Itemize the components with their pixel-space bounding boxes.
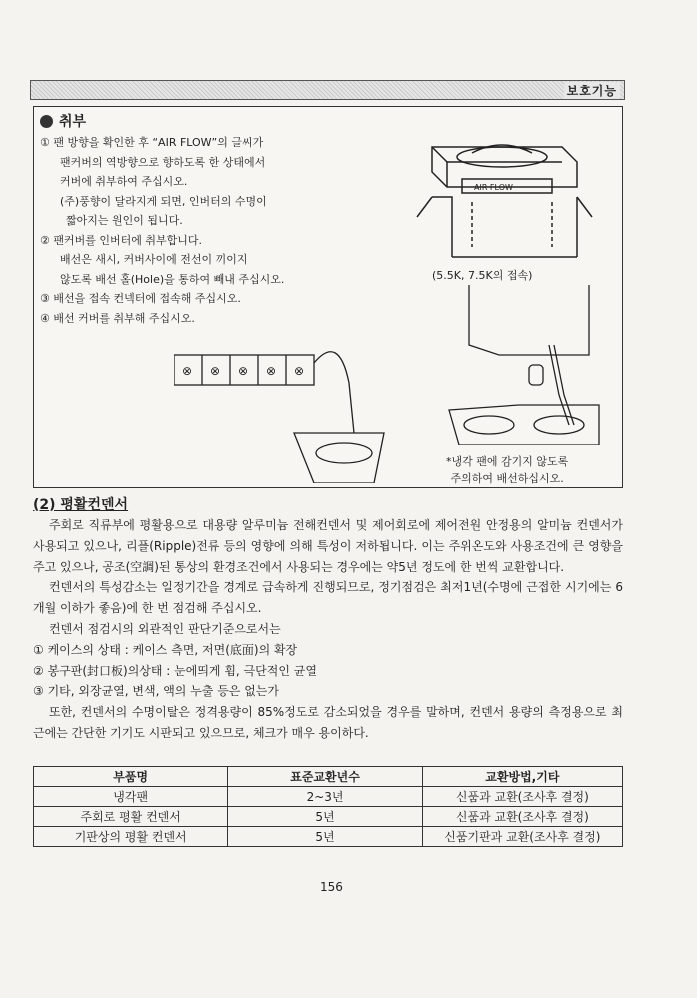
step-line: 팬커버의 역방향으로 향하도록 한 상태에서 bbox=[60, 155, 266, 169]
svg-text:⊗: ⊗ bbox=[182, 364, 193, 378]
wiring-diagram bbox=[429, 285, 609, 445]
install-box bbox=[33, 106, 623, 488]
fan-cover-diagram bbox=[412, 117, 602, 265]
step-line: 않도록 배선 홀(Hole)을 통하여 빼내 주십시오. bbox=[60, 272, 285, 286]
table-cell: 5년 bbox=[228, 807, 422, 827]
svg-text:⊗: ⊗ bbox=[266, 364, 277, 378]
step-line: (주)풍향이 달라지게 되면, 인버터의 수명이 bbox=[60, 194, 267, 208]
list-item: ② 봉구판(封口板)의상태 : 눈에띄게 휨, 극단적인 균열 bbox=[33, 663, 317, 678]
section2-body bbox=[33, 515, 623, 744]
list-item: ③ 기타, 외장균열, 변색, 액의 누출 등은 없는가 bbox=[33, 684, 279, 699]
step-line: 배선은 새시, 커버사이에 전선이 끼이지 bbox=[60, 253, 248, 266]
install-steps bbox=[40, 133, 284, 328]
connector-diagram bbox=[174, 343, 394, 483]
table-cell: 신품과 교환(조사후 결정) bbox=[422, 787, 622, 807]
section1-title: 취부 bbox=[40, 111, 86, 131]
caption-note: 주의하여 배선하십시오. bbox=[450, 472, 564, 485]
wiring-caption bbox=[446, 453, 568, 487]
table-row bbox=[34, 807, 623, 827]
step-line: ① 팬 방향을 확인한 후 “AIR FLOW”의 글씨가 bbox=[40, 136, 264, 149]
replacement-table bbox=[33, 766, 623, 847]
table-cell: 5년 bbox=[228, 827, 422, 847]
table-cell: 기판상의 평활 컨덴서 bbox=[34, 827, 228, 847]
svg-text:⊗: ⊗ bbox=[210, 364, 221, 378]
table-header: 교환방법,기타 bbox=[422, 767, 622, 787]
air-flow-label: AIR FLOW bbox=[474, 183, 513, 192]
svg-text:⊗: ⊗ bbox=[238, 364, 249, 378]
step-line: 커버에 취부하여 주십시오. bbox=[60, 175, 188, 188]
step-line: ② 팬커버를 인버터에 취부합니다. bbox=[40, 233, 202, 247]
table-cell: 신품기판과 교환(조사후 결정) bbox=[422, 827, 622, 847]
table-row bbox=[34, 787, 623, 807]
table-header: 표준교환년수 bbox=[228, 767, 422, 787]
table-header: 부품명 bbox=[34, 767, 228, 787]
step-line: ④ 배선 커버를 취부해 주십시오. bbox=[40, 311, 195, 325]
table-cell: 2~3년 bbox=[228, 787, 422, 807]
paragraph: 컨덴서의 특성감소는 일정기간을 경계로 급속하게 진행되므로, 정기점검은 최저1년(수명에 근접한 시기에는 6개월 이하가 좋음)에 한 번 점검해 주십시오. bbox=[33, 580, 623, 616]
paragraph: 주회로 직류부에 평활용으로 대용량 알루미늄 전해컨덴서 및 제어회로에 제어전원 안정용의 알미늄 컨덴서가 사용되고 있으나, 리플(Ripple)전류 등의 영향에 의해 특성이 저하됩니다. 이는 주위온도와 사용조건에 큰 영향을 주고 있으나, 공조(空調)된 통상의 환경조건에서 사용되는 경우에는 약5년 정도에 한 번씩 교환합니다. bbox=[33, 518, 623, 574]
page-number: 156 bbox=[320, 880, 343, 894]
list-item: ① 케이스의 상태 : 케이스 측면, 저면(底面)의 확장 bbox=[33, 642, 298, 657]
header-bar bbox=[30, 80, 625, 100]
svg-text:⊗: ⊗ bbox=[294, 364, 305, 378]
table-row bbox=[34, 827, 623, 847]
bullet-icon bbox=[40, 115, 53, 128]
caption-note: *냉각 팬에 감기지 않도록 bbox=[446, 455, 569, 468]
table-cell: 주회로 평활 컨덴서 bbox=[34, 807, 228, 827]
step-line: 짧아지는 원인이 됩니다. bbox=[66, 214, 183, 227]
section2-title: (2) 평활컨덴서 bbox=[33, 497, 129, 513]
paragraph: 컨덴서 점검시의 외관적인 판단기준으로서는 bbox=[49, 621, 281, 636]
paragraph: 또한, 컨덴서의 수명이탈은 정격용량이 85%정도로 감소되었을 경우를 말하며, 컨덴서 용량의 측정용으로 최근에는 간단한 기기도 시판되고 있으므로, 체크가 매우 용이하다. bbox=[33, 705, 623, 740]
diagram-caption: (5.5K, 7.5K의 접속) bbox=[432, 269, 533, 282]
header-label: 보호기능 bbox=[564, 82, 620, 99]
step-line: ③ 배선을 접속 컨넥터에 접속해 주십시오. bbox=[40, 292, 241, 305]
table-cell: 신품과 교환(조사후 결정) bbox=[422, 807, 622, 827]
table-header-row bbox=[34, 767, 623, 787]
table-cell: 냉각팬 bbox=[34, 787, 228, 807]
